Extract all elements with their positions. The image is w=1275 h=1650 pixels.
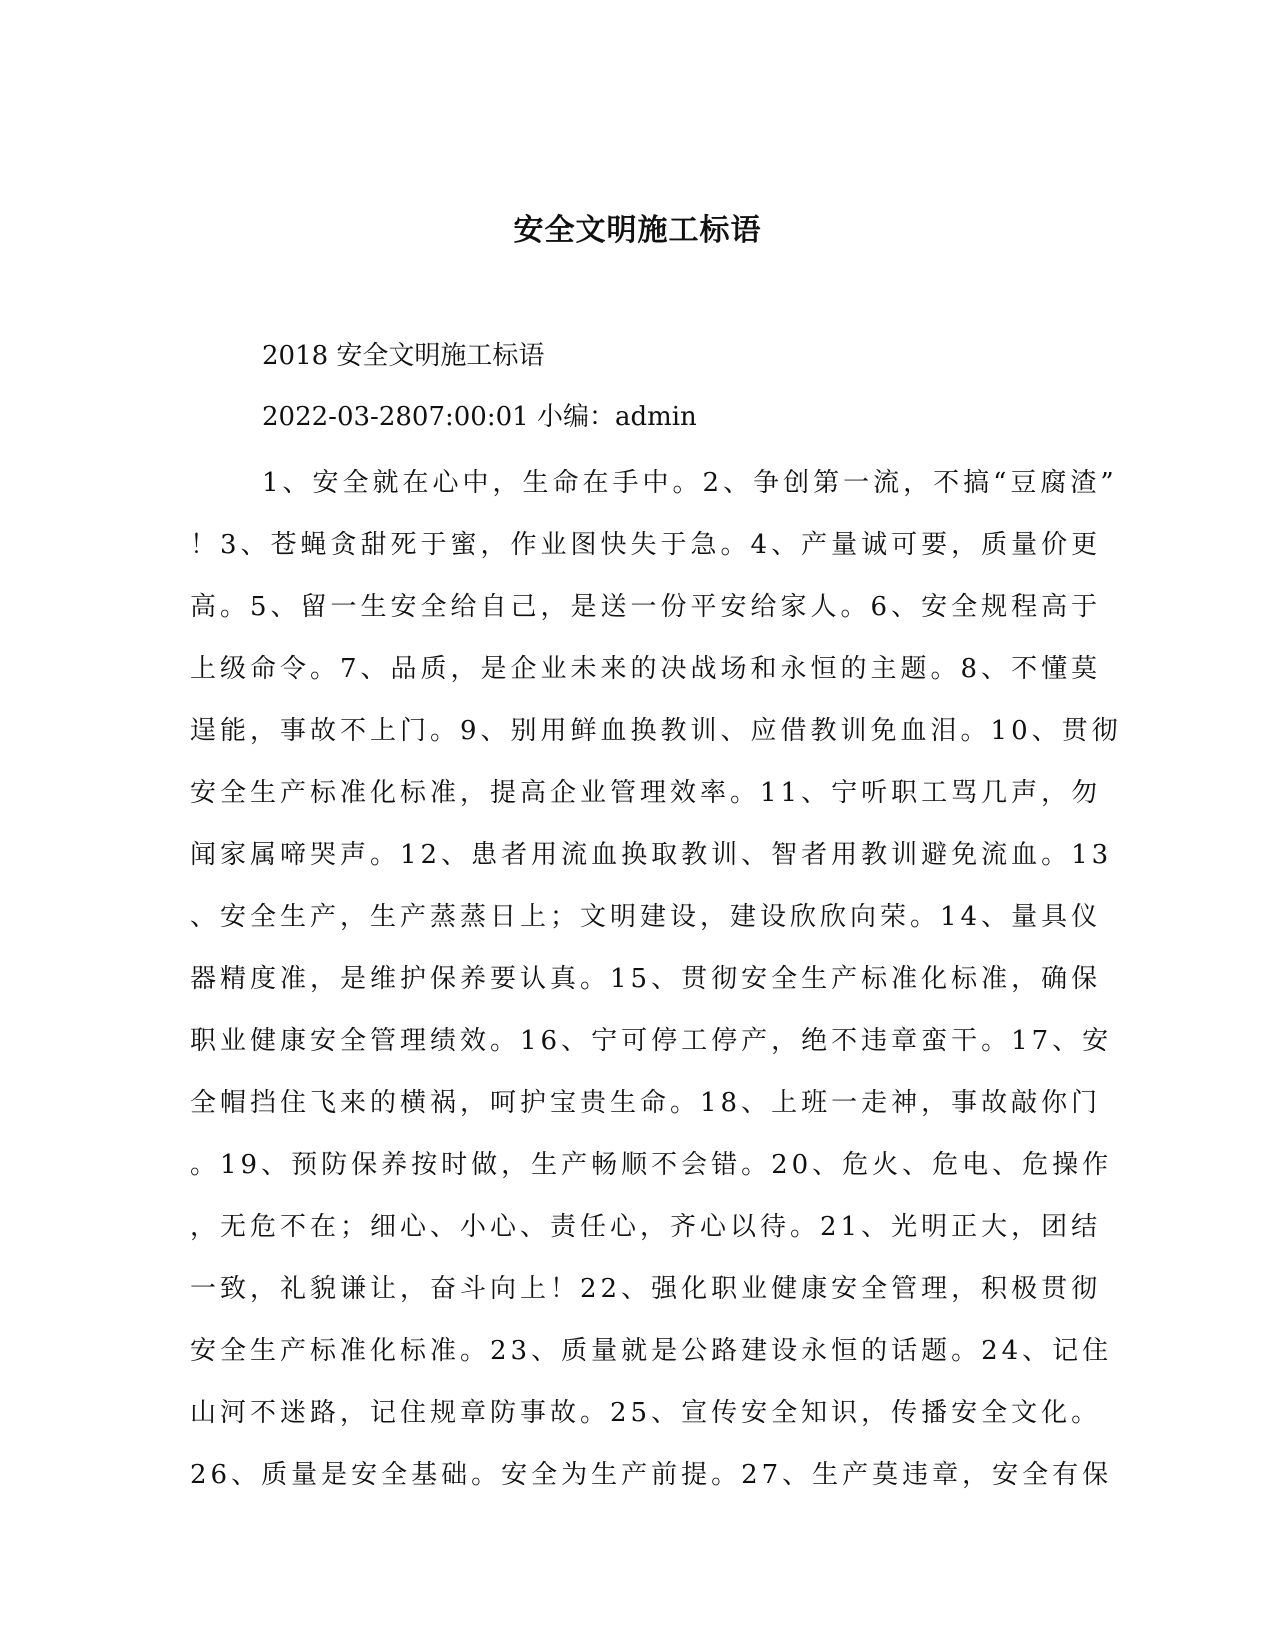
body-line: 安全生产标准化标准。23、质量就是公路建设永恒的话题。24、记住 <box>190 1336 1113 1366</box>
body-line: 逞能，事故不上门。9、别用鲜血换教训、应借教训免血泪。10、贯彻 <box>190 716 1122 746</box>
body-line: 上级命令。7、品质，是企业未来的决战场和永恒的主题。8、不懂莫 <box>190 654 1102 684</box>
body-line: 器精度准，是维护保养要认真。15、贯彻安全生产标准化标准，确保 <box>190 964 1102 994</box>
body-line: 26、质量是安全基础。安全为生产前提。27、生产莫违章，安全有保 <box>190 1460 1113 1490</box>
body-line: 高。5、留一生安全给自己，是送一份平安给家人。6、安全规程高于 <box>190 592 1102 622</box>
document-subtitle: 2018 安全文明施工标语 <box>262 341 545 371</box>
document-title: 安全文明施工标语 <box>513 213 762 248</box>
body-line: ，无危不在；细心、小心、责任心，齐心以待。21、光明正大，团结 <box>190 1212 1102 1242</box>
body-line: 闻家属啼哭声。12、患者用流血换取教训、智者用教训避免流血。13 <box>190 840 1113 870</box>
body-line: 职业健康安全管理绩效。16、宁可停工停产，绝不违章蛮干。17、安 <box>190 1026 1113 1056</box>
body-line: 。19、预防保养按时做，生产畅顺不会错。20、危火、危电、危操作 <box>190 1150 1113 1180</box>
body-line: 全帽挡住飞来的横祸，呵护宝贵生命。18、上班一走神，事故敲你门 <box>190 1088 1102 1118</box>
body-line: 安全生产标准化标准，提高企业管理效率。11、宁听职工骂几声，勿 <box>190 778 1102 808</box>
body-line: 山河不迷路，记住规章防事故。25、宣传安全知识，传播安全文化。 <box>190 1398 1102 1428</box>
body-line: 一致，礼貌谦让，奋斗向上！22、强化职业健康安全管理，积极贯彻 <box>190 1274 1102 1304</box>
body-line: 、安全生产，生产蒸蒸日上；文明建设，建设欣欣向荣。14、量具仪 <box>190 902 1102 932</box>
document-meta: 2022-03-2807:00:01 小编：admin <box>262 402 697 432</box>
body-line: 1、安全就在心中，生命在手中。2、争创第一流，不搞“豆腐渣” <box>262 468 1118 498</box>
body-line: ！3、苍蝇贪甜死于蜜，作业图快失于急。4、产量诚可要，质量价更 <box>190 530 1102 560</box>
document-body <box>190 452 1122 1506</box>
